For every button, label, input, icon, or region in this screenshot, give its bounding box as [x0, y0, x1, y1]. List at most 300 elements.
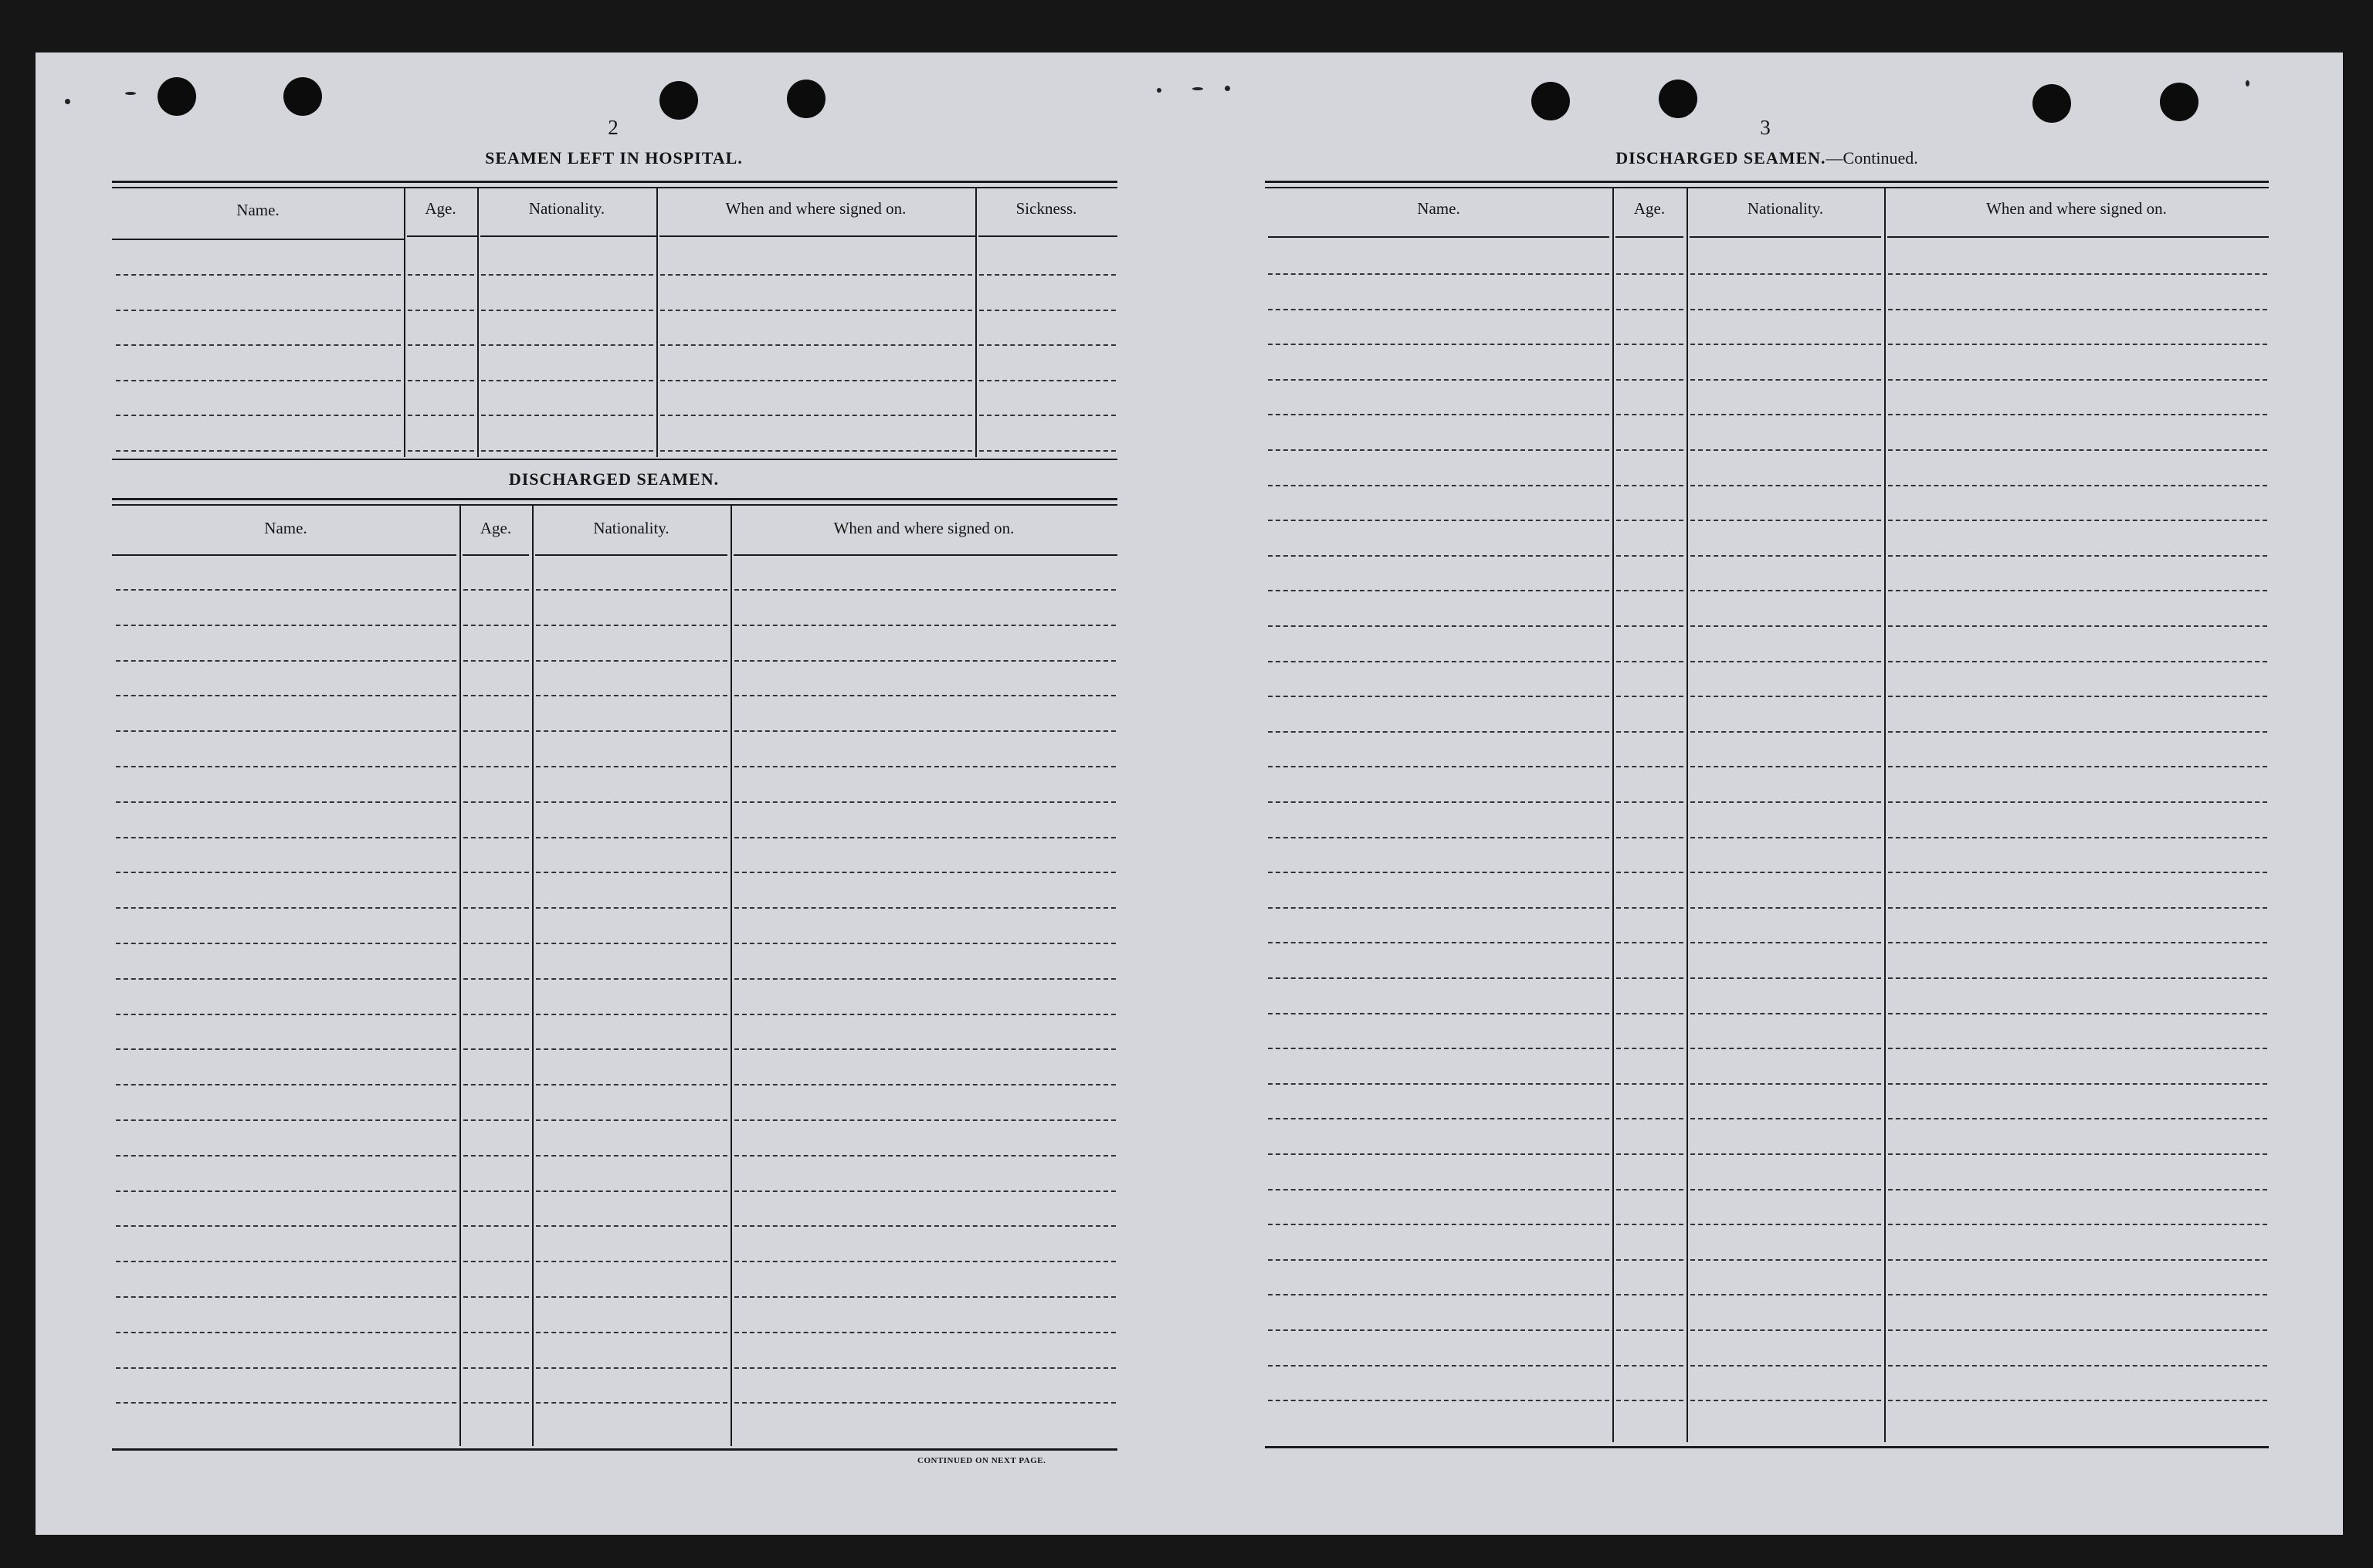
scan-speck	[1192, 87, 1203, 90]
table-top-rule	[1265, 181, 2269, 183]
entry-line	[116, 695, 456, 696]
entry-line	[116, 1332, 456, 1333]
entry-line	[1616, 1259, 1683, 1261]
scan-speck	[125, 92, 136, 95]
entry-line	[463, 1155, 529, 1157]
entry-line	[1888, 309, 2267, 310]
column-header-signed-on: When and where signed on.	[725, 199, 907, 218]
entry-line	[463, 1048, 529, 1050]
entry-line	[1268, 1048, 1609, 1049]
entry-line	[1268, 907, 1609, 909]
entry-line	[536, 1119, 727, 1121]
entry-line	[536, 695, 727, 696]
entry-line	[1268, 1189, 1609, 1190]
header-underline	[463, 554, 529, 556]
entry-line	[536, 1084, 727, 1085]
entry-line	[1690, 1189, 1881, 1190]
entry-line	[1888, 801, 2267, 803]
entry-line	[1268, 872, 1609, 873]
entry-line	[463, 1296, 529, 1298]
entry-line	[536, 766, 727, 767]
entry-line	[734, 1261, 1116, 1262]
entry-line	[1888, 625, 2267, 627]
entry-line	[660, 415, 972, 416]
entry-line	[536, 625, 727, 626]
entry-line	[734, 1402, 1116, 1404]
entry-line	[463, 978, 529, 980]
entry-line	[1888, 696, 2267, 697]
entry-line	[734, 1155, 1116, 1157]
entry-line	[463, 1402, 529, 1404]
entry-line	[660, 380, 972, 381]
entry-line	[116, 589, 456, 591]
entry-line	[463, 1084, 529, 1085]
entry-line	[536, 1402, 727, 1404]
entry-line	[1888, 977, 2267, 979]
column-header-age: Age.	[425, 199, 456, 218]
header-underline	[1887, 236, 2269, 238]
entry-line	[1616, 661, 1683, 662]
entry-line	[1690, 837, 1881, 838]
entry-line	[1690, 590, 1881, 591]
column-header-signed-on: When and where signed on.	[833, 519, 1015, 537]
entry-line	[463, 1261, 529, 1262]
continued-note: CONTINUED ON NEXT PAGE.	[917, 1456, 1046, 1465]
entry-line	[1888, 1259, 2267, 1261]
column-divider	[731, 506, 732, 1446]
entry-line	[116, 1296, 456, 1298]
entry-line	[734, 730, 1116, 732]
entry-line	[536, 1048, 727, 1050]
entry-line	[463, 766, 529, 767]
binder-hole	[283, 77, 322, 116]
entry-line	[979, 380, 1116, 381]
entry-line	[1888, 590, 2267, 591]
header-underline	[734, 554, 1117, 556]
scan-speck	[1225, 86, 1230, 91]
entry-line	[1690, 907, 1881, 909]
entry-line	[1616, 379, 1683, 381]
entry-line	[1616, 872, 1683, 873]
discharged-section-title: DISCHARGED SEAMEN.	[508, 469, 720, 489]
entry-line	[734, 1332, 1116, 1333]
entry-line	[1616, 309, 1683, 310]
column-divider	[1612, 188, 1614, 1442]
column-header-age: Age.	[1633, 199, 1666, 218]
entry-line	[1268, 801, 1609, 803]
table-top-rule	[112, 187, 1117, 188]
entry-line	[408, 310, 474, 311]
entry-line	[1888, 1153, 2267, 1155]
header-underline	[1268, 236, 1609, 238]
entry-line	[1616, 1189, 1683, 1190]
entry-line	[463, 1014, 529, 1015]
entry-line	[734, 978, 1116, 980]
entry-line	[1268, 1400, 1609, 1401]
entry-line	[116, 766, 456, 767]
entry-line	[463, 1332, 529, 1333]
entry-line	[734, 907, 1116, 909]
entry-line	[116, 1367, 456, 1369]
entry-line	[734, 1190, 1116, 1192]
entry-line	[536, 589, 727, 591]
scan-speck	[2246, 80, 2249, 86]
entry-line	[1888, 344, 2267, 345]
entry-line	[979, 310, 1116, 311]
entry-line	[1690, 485, 1881, 486]
entry-line	[1690, 872, 1881, 873]
header-underline	[659, 235, 975, 237]
entry-line	[116, 450, 401, 452]
column-header-age: Age.	[480, 519, 512, 537]
entry-line	[481, 274, 653, 276]
entry-line	[1616, 837, 1683, 838]
table-top-rule	[112, 504, 1117, 506]
entry-line	[1888, 520, 2267, 521]
entry-line	[734, 1048, 1116, 1050]
entry-line	[116, 1014, 456, 1015]
table-top-rule	[112, 181, 1117, 183]
entry-line	[463, 837, 529, 838]
entry-line	[1690, 1153, 1881, 1155]
entry-line	[1690, 1048, 1881, 1049]
entry-line	[1616, 977, 1683, 979]
column-header-sickness: Sickness.	[1015, 199, 1077, 218]
entry-line	[1268, 1083, 1609, 1085]
entry-line	[481, 415, 653, 416]
entry-line	[463, 1190, 529, 1192]
entry-line	[660, 310, 972, 311]
entry-line	[408, 450, 474, 452]
binder-hole	[158, 77, 196, 116]
entry-line	[1690, 379, 1881, 381]
entry-line	[1268, 1365, 1609, 1366]
entry-line	[734, 1296, 1116, 1298]
entry-line	[1268, 1224, 1609, 1225]
entry-line	[1690, 309, 1881, 310]
title-suffix: —Continued.	[1826, 148, 1918, 168]
entry-line	[734, 625, 1116, 626]
entry-line	[1616, 625, 1683, 627]
column-divider	[404, 188, 405, 457]
entry-line	[734, 660, 1116, 662]
column-header-name: Name.	[264, 519, 307, 537]
entry-line	[1888, 942, 2267, 943]
table-bottom-rule	[1265, 1446, 2269, 1448]
entry-line	[734, 1119, 1116, 1121]
entry-line	[979, 344, 1116, 346]
entry-line	[1616, 449, 1683, 451]
entry-line	[1690, 1118, 1881, 1119]
entry-line	[1888, 1013, 2267, 1014]
entry-line	[408, 380, 474, 381]
table-bottom-rule	[112, 1448, 1117, 1451]
entry-line	[1690, 1259, 1881, 1261]
entry-line	[1616, 731, 1683, 733]
binder-hole	[2160, 83, 2198, 121]
binder-hole	[1531, 82, 1570, 120]
entry-line	[116, 943, 456, 944]
entry-line	[481, 380, 653, 381]
entry-line	[1616, 801, 1683, 803]
entry-line	[1888, 1118, 2267, 1119]
entry-line	[979, 450, 1116, 452]
entry-line	[536, 730, 727, 732]
entry-line	[463, 1225, 529, 1227]
entry-line	[116, 1190, 456, 1192]
entry-line	[536, 1296, 727, 1298]
entry-line	[1616, 590, 1683, 591]
entry-line	[1268, 731, 1609, 733]
entry-line	[1888, 1189, 2267, 1190]
page-number: 3	[1760, 116, 1771, 139]
entry-line	[1690, 731, 1881, 733]
column-header-name: Name.	[1417, 199, 1460, 218]
entry-line	[463, 730, 529, 732]
entry-line	[1690, 344, 1881, 345]
entry-line	[1690, 520, 1881, 521]
entry-line	[463, 1367, 529, 1369]
entry-line	[116, 625, 456, 626]
scan-speck	[65, 99, 70, 104]
entry-line	[1616, 273, 1683, 275]
entry-line	[1690, 1365, 1881, 1366]
entry-line	[1690, 555, 1881, 557]
entry-line	[734, 1367, 1116, 1369]
entry-line	[1888, 872, 2267, 873]
entry-line	[1888, 907, 2267, 909]
entry-line	[116, 872, 456, 873]
entry-line	[1616, 942, 1683, 943]
entry-line	[116, 978, 456, 980]
entry-line	[116, 274, 401, 276]
entry-line	[979, 274, 1116, 276]
entry-line	[1268, 1118, 1609, 1119]
entry-line	[734, 1225, 1116, 1227]
entry-line	[1616, 696, 1683, 697]
entry-line	[1268, 837, 1609, 838]
entry-line	[979, 415, 1116, 416]
entry-line	[1616, 1013, 1683, 1014]
entry-line	[116, 380, 401, 381]
entry-line	[1888, 555, 2267, 557]
entry-line	[116, 730, 456, 732]
column-divider	[1884, 188, 1886, 1442]
entry-line	[116, 1084, 456, 1085]
entry-line	[1888, 731, 2267, 733]
entry-line	[1616, 766, 1683, 767]
column-divider	[532, 506, 534, 1446]
entry-line	[1268, 344, 1609, 345]
entry-line	[660, 344, 972, 346]
entry-line	[1268, 1013, 1609, 1014]
entry-line	[1616, 1329, 1683, 1331]
entry-line	[116, 310, 401, 311]
title-main: DISCHARGED SEAMEN.	[1615, 148, 1826, 168]
entry-line	[1690, 801, 1881, 803]
entry-line	[1268, 273, 1609, 275]
column-header-name: Name.	[236, 201, 280, 219]
entry-line	[1616, 344, 1683, 345]
entry-line	[1268, 309, 1609, 310]
entry-line	[116, 1048, 456, 1050]
entry-line	[1690, 625, 1881, 627]
entry-line	[116, 907, 456, 909]
table-top-rule	[1265, 187, 2269, 188]
table-top-rule	[112, 498, 1117, 500]
entry-line	[116, 344, 401, 346]
entry-line	[1616, 1048, 1683, 1049]
entry-line	[536, 1367, 727, 1369]
entry-line	[1690, 273, 1881, 275]
entry-line	[1268, 625, 1609, 627]
column-header-nationality: Nationality.	[1747, 199, 1824, 218]
entry-line	[734, 801, 1116, 803]
entry-line	[536, 801, 727, 803]
entry-line	[116, 415, 401, 416]
entry-line	[660, 274, 972, 276]
entry-line	[1616, 1083, 1683, 1085]
entry-line	[1690, 696, 1881, 697]
entry-line	[408, 344, 474, 346]
entry-line	[536, 1014, 727, 1015]
entry-line	[1690, 942, 1881, 943]
entry-line	[1268, 1294, 1609, 1295]
entry-line	[1616, 907, 1683, 909]
binder-hole	[1659, 80, 1697, 118]
entry-line	[734, 1014, 1116, 1015]
entry-line	[1268, 942, 1609, 943]
entry-line	[1268, 696, 1609, 697]
entry-line	[1888, 1083, 2267, 1085]
entry-line	[1616, 414, 1683, 415]
column-divider	[1687, 188, 1688, 1442]
entry-line	[1690, 1224, 1881, 1225]
entry-line	[1690, 977, 1881, 979]
entry-line	[536, 660, 727, 662]
entry-line	[1268, 1153, 1609, 1155]
entry-line	[1268, 485, 1609, 486]
entry-line	[463, 801, 529, 803]
entry-line	[1888, 485, 2267, 486]
entry-line	[536, 943, 727, 944]
discharged-continued-title	[1265, 148, 2269, 168]
entry-line	[1690, 1013, 1881, 1014]
entry-line	[1616, 1224, 1683, 1225]
entry-line	[1268, 449, 1609, 451]
scan-speck	[1157, 88, 1161, 93]
header-underline	[535, 554, 727, 556]
entry-line	[1268, 379, 1609, 381]
entry-line	[660, 450, 972, 452]
entry-line	[1268, 766, 1609, 767]
entry-line	[481, 310, 653, 311]
entry-line	[463, 1119, 529, 1121]
entry-line	[481, 344, 653, 346]
binder-hole	[787, 80, 825, 118]
entry-line	[1888, 1329, 2267, 1331]
entry-line	[1690, 414, 1881, 415]
entry-line	[1888, 837, 2267, 838]
entry-line	[1616, 1400, 1683, 1401]
entry-line	[536, 1155, 727, 1157]
table-bottom-rule	[112, 459, 1117, 460]
entry-line	[116, 837, 456, 838]
entry-line	[116, 1261, 456, 1262]
entry-line	[116, 660, 456, 662]
binder-hole	[659, 81, 698, 120]
binder-hole	[2032, 84, 2071, 123]
entry-line	[116, 1155, 456, 1157]
entry-line	[1268, 661, 1609, 662]
entry-line	[1888, 379, 2267, 381]
entry-line	[734, 837, 1116, 838]
entry-line	[116, 1119, 456, 1121]
entry-line	[536, 837, 727, 838]
entry-line	[1268, 590, 1609, 591]
entry-line	[1690, 1329, 1881, 1331]
entry-line	[463, 872, 529, 873]
hospital-section-title: SEAMEN LEFT IN HOSPITAL.	[485, 148, 743, 168]
entry-line	[1888, 766, 2267, 767]
page-number: 2	[608, 116, 619, 139]
column-divider	[477, 188, 479, 457]
entry-line	[116, 801, 456, 803]
entry-line	[536, 1332, 727, 1333]
entry-line	[536, 978, 727, 980]
entry-line	[536, 1190, 727, 1192]
column-header-nationality: Nationality.	[593, 519, 670, 537]
entry-line	[1268, 414, 1609, 415]
entry-line	[1268, 1329, 1609, 1331]
entry-line	[481, 450, 653, 452]
entry-line	[1690, 1294, 1881, 1295]
entry-line	[463, 589, 529, 591]
entry-line	[1888, 449, 2267, 451]
entry-line	[536, 872, 727, 873]
column-divider	[975, 188, 977, 457]
entry-line	[1268, 520, 1609, 521]
entry-line	[1268, 555, 1609, 557]
entry-line	[1690, 449, 1881, 451]
entry-line	[1888, 1224, 2267, 1225]
entry-line	[536, 1225, 727, 1227]
entry-line	[1888, 1365, 2267, 1366]
entry-line	[1268, 977, 1609, 979]
entry-line	[1616, 1365, 1683, 1366]
column-header-nationality: Nationality.	[528, 199, 605, 218]
entry-line	[734, 1084, 1116, 1085]
entry-line	[1616, 555, 1683, 557]
column-divider	[459, 506, 461, 1446]
entry-line	[1888, 1400, 2267, 1401]
header-underline	[407, 235, 477, 237]
header-underline	[1615, 236, 1683, 238]
entry-line	[1690, 766, 1881, 767]
column-divider	[656, 188, 658, 457]
entry-line	[1268, 1259, 1609, 1261]
entry-line	[536, 907, 727, 909]
entry-line	[463, 660, 529, 662]
entry-line	[1690, 1400, 1881, 1401]
header-underline	[1690, 236, 1881, 238]
entry-line	[734, 589, 1116, 591]
entry-line	[1888, 1048, 2267, 1049]
entry-line	[1616, 485, 1683, 486]
entry-line	[408, 415, 474, 416]
entry-line	[734, 695, 1116, 696]
entry-line	[1888, 1294, 2267, 1295]
